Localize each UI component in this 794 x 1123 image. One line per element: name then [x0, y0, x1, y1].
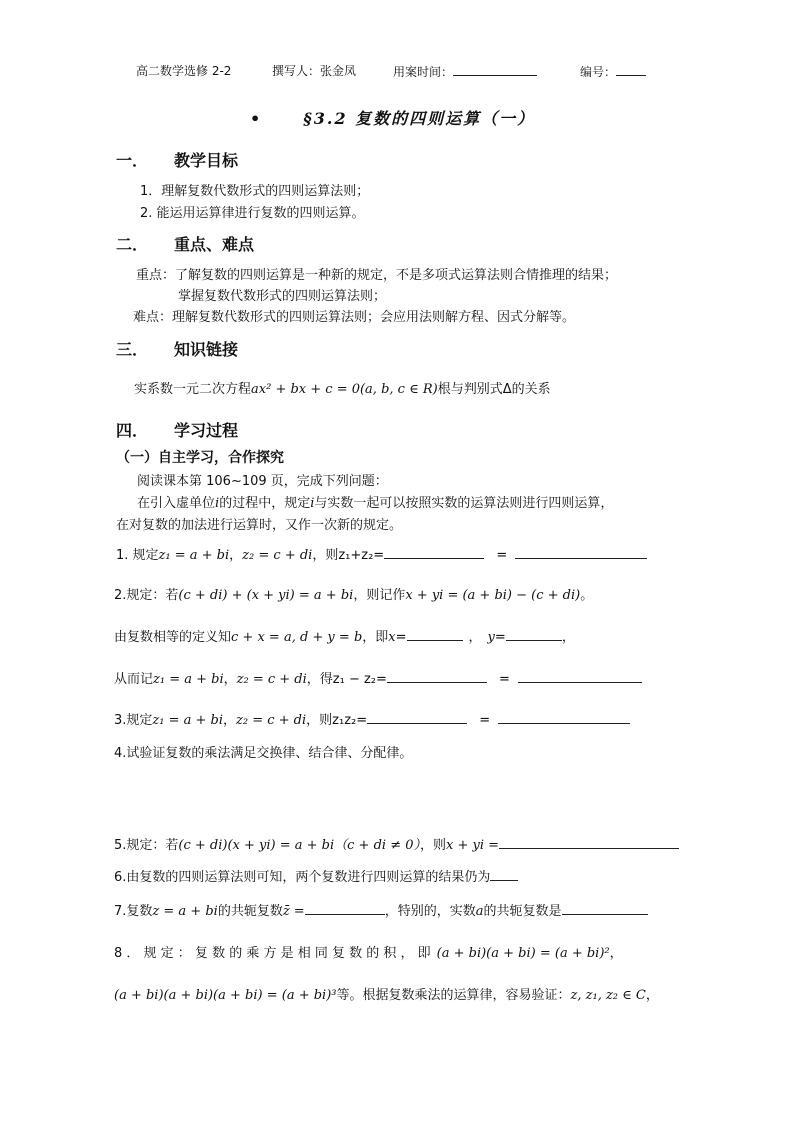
q3-label: 3.规定 [114, 713, 153, 728]
q1-prompt: ，则z₁+z₂= [312, 548, 385, 563]
equals-sign: = [494, 630, 506, 645]
intro-text-a: 在引入虚单位 [137, 496, 216, 511]
answer-blank[interactable] [518, 669, 642, 683]
question-8-line-1 [114, 942, 623, 961]
q8-text: 8 ． 规 定 ： 复 数 的 乘 方 是 相 同 复 数 的 积 ， 即 [114, 946, 431, 961]
q2-mid: ，则记作 [353, 588, 406, 603]
var-y: y [487, 630, 495, 645]
answer-blank[interactable] [490, 867, 518, 881]
q2-formula: (c + di) + (x + yi) = a + bi [178, 588, 354, 603]
page-title [250, 106, 535, 129]
z2-definition: z₂ = c + di [236, 713, 307, 728]
section-number: 一． [116, 151, 149, 170]
period: 。 [580, 588, 594, 603]
section-number: 二． [116, 235, 149, 254]
intro-text-b: 的过程中，规定 [219, 496, 311, 511]
section-title: 重点、难点 [174, 235, 255, 254]
q7-mid: 的共轭复数 [217, 904, 283, 919]
answer-blank[interactable] [367, 710, 467, 724]
comma: ， [645, 988, 659, 1003]
section-title: 知识链接 [174, 340, 239, 359]
goal-2: 2. 能运用运算律进行复数的四则运算。 [140, 206, 365, 221]
question-3 [114, 709, 630, 728]
comma: ， [223, 672, 237, 687]
q7-mid2: ，特别的，实数 [384, 904, 476, 919]
comma: ， [223, 713, 237, 728]
reading-instruction: 阅读课本第 106~109 页，完成下列问题： [137, 474, 388, 489]
header-number-label: 编号： [580, 65, 617, 79]
section-keypoints-heading [116, 232, 254, 255]
q2-formula-2: x + yi = (a + bi) − (c + di) [405, 588, 581, 603]
goal-1: 1．理解复数代数形式的四则运算法则； [140, 184, 370, 199]
q2c-pre: 从而记 [114, 672, 154, 687]
question-5 [114, 834, 679, 853]
question-2-subtraction [114, 668, 642, 687]
question-8-line-2 [114, 984, 659, 1003]
link-post: 根与判别式Δ的关系 [437, 382, 551, 397]
link-pre: 实系数一元二次方程 [134, 382, 252, 397]
imaginary-unit: i [215, 496, 220, 511]
comma: ， [561, 630, 575, 645]
question-7 [114, 900, 648, 919]
q8-formula-3: z, z₁, z₂ ∈ C [570, 988, 646, 1003]
question-2 [114, 584, 593, 603]
comma: ， [468, 630, 482, 645]
equals-sign: = [499, 672, 510, 687]
answer-blank[interactable] [498, 710, 630, 724]
key-point-1: 重点：了解复数的四则运算是一种新的规定，不是多项式运算法则合情推理的结果； [136, 268, 618, 283]
knowledge-link-text [134, 378, 551, 397]
z1-definition: z₁ = a + bi [158, 548, 230, 563]
section-knowledge-heading [116, 337, 238, 360]
comma: ， [609, 946, 623, 961]
intro-line-2: 在对复数的加法进行运算时，又作一次新的规定。 [116, 518, 403, 533]
header-author: 撰写人：张金凤 [272, 64, 357, 78]
question-6 [114, 866, 518, 885]
section-title: 学习过程 [174, 421, 239, 440]
section-goals-heading [116, 148, 238, 171]
z2-definition: z₂ = c + di [236, 672, 307, 687]
q8-formula-1: (a + bi)(a + bi) = (a + bi)² [436, 946, 610, 961]
answer-blank-y[interactable] [506, 627, 562, 641]
answer-blank[interactable] [562, 901, 648, 915]
title-text: §3.2 复数的四则运算（一） [303, 109, 536, 128]
z1-definition: z₁ = a + bi [152, 713, 224, 728]
section-number: 三． [116, 340, 149, 359]
answer-blank[interactable] [515, 545, 647, 559]
imaginary-unit: i [310, 496, 315, 511]
intro-text-c: 与实数一起可以按照实数的运算法则进行四则运算， [314, 496, 614, 511]
z-definition: z = a + bi [152, 904, 218, 919]
q7-label: 7.复数 [114, 904, 153, 919]
equals-sign: = [496, 548, 508, 563]
q6-text: 6.由复数的四则运算法则可知，两个复数进行四则运算的结果仍为 [114, 870, 491, 885]
process-subtitle: （一）自主学习，合作探究 [116, 450, 284, 466]
q1-label: 1. 规定 [116, 548, 159, 563]
q3-prompt: ，则z₁z₂= [306, 713, 368, 728]
section-number: 四． [116, 421, 149, 440]
q7-end: 的共轭复数是 [483, 904, 562, 919]
answer-blank[interactable] [384, 545, 484, 559]
header-course: 高二数学选修 2-2 [136, 64, 232, 78]
question-1 [116, 544, 647, 563]
q8-formula-2: (a + bi)(a + bi)(a + bi) = (a + bi)³ [114, 988, 337, 1003]
z1-definition: z₁ = a + bi [153, 672, 224, 687]
header-time-label: 用案时间： [393, 65, 454, 79]
difficulty: 难点：理解复数代数形式的四则运算法则；会应用法则解方程、因式分解等。 [133, 310, 576, 325]
answer-blank[interactable] [499, 835, 679, 849]
comma: ， [229, 548, 243, 563]
q2b-formula: c + x = a, d + y = b [231, 630, 363, 645]
q5-label: 5.规定：若 [114, 838, 179, 853]
header-time-blank [453, 62, 537, 76]
q2-label: 2.规定：若 [114, 588, 179, 603]
var-a: a [475, 904, 484, 919]
equals-sign: = [395, 630, 407, 645]
header-number-blank [616, 62, 646, 76]
intro-line-1 [137, 492, 613, 511]
title-bullet: • [250, 109, 263, 128]
header-number [580, 62, 646, 80]
answer-blank[interactable] [305, 901, 385, 915]
key-point-2: 掌握复数代数形式的四则运算法则； [178, 289, 387, 304]
link-formula: ax² + bx + c = 0(a, b, c ∈ R) [251, 382, 438, 397]
answer-blank[interactable] [387, 669, 487, 683]
section-title: 教学目标 [174, 151, 239, 170]
q5-formula: (c + di)(x + yi) = a + bi（c + di ≠ 0） [178, 838, 420, 853]
q5-formula-2: x + yi = [446, 838, 500, 853]
q5-mid: ，则 [420, 838, 447, 853]
q8-mid: 等。根据复数乘法的运算律，容易验证： [336, 988, 571, 1003]
question-4: 4.试验证复数的乘法满足交换律、结合律、分配律。 [114, 746, 413, 761]
equals-sign: = [479, 713, 491, 728]
header-time [393, 62, 537, 80]
conjugate-symbol: z̄ = [282, 904, 305, 919]
q2b-mid: ，即 [362, 630, 389, 645]
var-x: x [388, 630, 396, 645]
section-process-heading [116, 418, 238, 441]
z2-definition: z₂ = c + di [242, 548, 313, 563]
q2c-prompt: ，得z₁ − z₂= [306, 672, 387, 687]
question-2-equality [114, 626, 575, 645]
q2b-pre: 由复数相等的定义知 [114, 630, 232, 645]
answer-blank-x[interactable] [407, 627, 463, 641]
